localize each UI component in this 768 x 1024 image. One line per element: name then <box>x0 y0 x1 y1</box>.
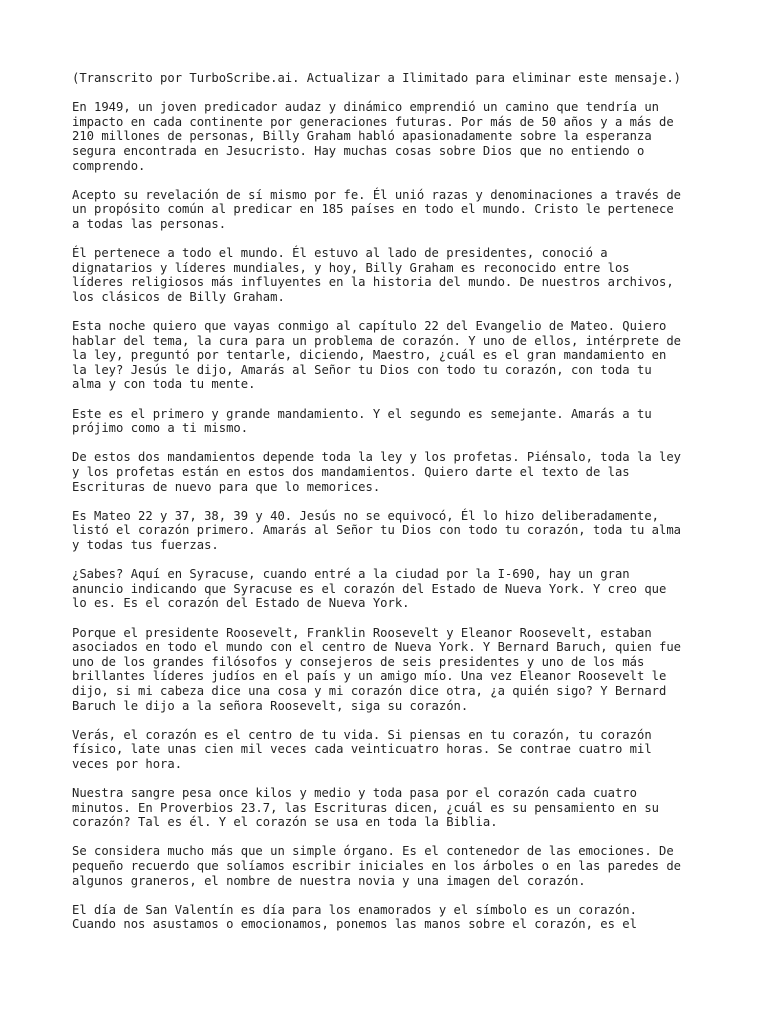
transcript-body <box>72 71 700 947</box>
transcription-notice <box>72 71 700 86</box>
text-line: algunos graneros, el nombre de nuestra novia y una imagen del corazón. <box>72 873 586 888</box>
text-line: alma y con toda tu mente. <box>72 377 256 392</box>
text-line: prójimo como a ti mismo. <box>72 421 249 436</box>
text-line: físico, late unas cien mil veces cada veinticuatro horas. Se contrae cuatro mil <box>72 742 652 757</box>
text-line: brillantes líderes judíos en el país y un amigo mío. Una vez Eleanor Roosevelt le <box>72 669 667 684</box>
text-line: veces por hora. <box>72 756 183 771</box>
transcript-paragraph <box>72 319 700 392</box>
text-line: a todas las personas. <box>72 216 227 231</box>
text-line: 210 millones de personas, Billy Graham habló apasionadamente sobre la esperanza <box>72 129 652 144</box>
text-line: corazón? Tal es él. Y el corazón se usa en toda la Biblia. <box>72 815 498 830</box>
text-line: Verás, el corazón es el centro de tu vida. Si piensas en tu corazón, tu corazón <box>72 727 652 742</box>
text-line: hablar del tema, la cura para un problema de corazón. Y uno de ellos, intérprete de <box>72 333 682 348</box>
transcript-paragraph <box>72 626 700 714</box>
transcript-paragraph <box>72 450 700 494</box>
text-line: Es Mateo 22 y 37, 38, 39 y 40. Jesús no se equivocó, Él lo hizo deliberadamente, <box>72 508 659 523</box>
text-line: asociados en todo el mundo con el centro de Nueva York. Y Bernard Baruch, quien fue <box>72 640 682 655</box>
transcript-paragraph <box>72 567 700 611</box>
text-line: y todas tus fuerzas. <box>72 538 219 552</box>
text-line: lo es. Es el corazón del Estado de Nueva York. <box>72 596 410 611</box>
transcript-paragraph <box>72 903 700 932</box>
transcript-paragraph <box>72 786 700 830</box>
text-line: pequeño recuerdo que solíamos escribir iniciales en los árboles o en las paredes de <box>72 859 682 874</box>
text-line: anuncio indicando que Syracuse es el corazón del Estado de Nueva York. Y creo que <box>72 581 667 596</box>
text-line: ¿Sabes? Aquí en Syracuse, cuando entré a la ciudad por la I-690, hay un gran <box>72 567 630 582</box>
text-line: Se considera mucho más que un simple órgano. Es el contenedor de las emociones. De <box>72 844 674 859</box>
transcript-paragraph <box>72 246 700 304</box>
transcript-paragraph <box>72 509 700 553</box>
text-line: la ley? Jesús le dijo, Amarás al Señor tu Dios con todo tu corazón, con toda tu <box>72 362 652 377</box>
text-line: la ley, preguntó por tentarle, diciendo, Maestro, ¿cuál es el gran mandamiento en <box>72 348 667 363</box>
text-line: Baruch le dijo a la señora Roosevelt, siga su corazón. <box>72 698 469 713</box>
text-line: líderes religiosos más influyentes en la historia del mundo. De nuestros archivos, <box>72 275 674 290</box>
text-line: dignatarios y líderes mundiales, y hoy, Billy Graham es reconocido entre los <box>72 260 630 275</box>
text-line: El día de San Valentín es día para los enamorados y el símbolo es un corazón. <box>72 902 637 917</box>
transcript-paragraph <box>72 188 700 232</box>
text-line: dijo, si mi cabeza dice una cosa y mi corazón dice otra, ¿a quién sigo? Y Bernard <box>72 683 667 698</box>
transcript-paragraph <box>72 728 700 772</box>
text-line: Él pertenece a todo el mundo. Él estuvo al lado de presidentes, conoció a <box>72 246 608 261</box>
text-line: Nuestra sangre pesa once kilos y medio y toda pasa por el corazón cada cuatro <box>72 786 637 801</box>
transcript-paragraph <box>72 407 700 436</box>
text-line: Escrituras de nuevo para que lo memorices. <box>72 479 381 494</box>
text-line: Acepto su revelación de sí mismo por fe. Él unió razas y denominaciones a través de <box>72 187 682 202</box>
text-line: segura encontrada en Jesucristo. Hay muchas cosas sobre Dios que no entiendo o <box>72 143 645 158</box>
text-line: Esta noche quiero que vayas conmigo al capítulo 22 del Evangelio de Mateo. Quiero <box>72 319 667 334</box>
text-line: los clásicos de Billy Graham. <box>72 289 285 304</box>
text-line: Porque el presidente Roosevelt, Franklin Roosevelt y Eleanor Roosevelt, estaban <box>72 625 652 640</box>
text-line: En 1949, un joven predicador audaz y dinámico emprendió un camino que tendría un <box>72 100 659 115</box>
text-line: minutos. En Proverbios 23.7, las Escrituras dicen, ¿cuál es su pensamiento en su <box>72 800 659 815</box>
text-line: De estos dos mandamientos depende toda la ley y los profetas. Piénsalo, toda la ley <box>72 450 682 465</box>
text-line: listó el corazón primero. Amarás al Señor tu Dios con todo tu corazón, toda tu alma <box>72 523 682 538</box>
text-line: un propósito común al predicar en 185 países en todo el mundo. Cristo le pertenece <box>72 202 674 217</box>
text-line: uno de los grandes filósofos y consejeros de seis presidentes y uno de los más <box>72 654 645 669</box>
text-line: Este es el primero y grande mandamiento. Y el segundo es semejante. Amarás a tu <box>72 406 652 421</box>
text-line: y los profetas están en estos dos mandamientos. Quiero darte el texto de las <box>72 465 630 480</box>
text-line: Cuando nos asustamos o emocionamos, ponemos las manos sobre el corazón, es el <box>72 917 637 932</box>
transcript-paragraph <box>72 844 700 888</box>
text-line: comprendo. <box>72 158 146 173</box>
transcript-paragraph <box>72 100 700 173</box>
text-line: impacto en cada continente por generaciones futuras. Por más de 50 años y a más de <box>72 114 674 129</box>
text-line: (Transcrito por TurboScribe.ai. Actualizar a Ilimitado para eliminar este mensaje.) <box>72 71 682 85</box>
